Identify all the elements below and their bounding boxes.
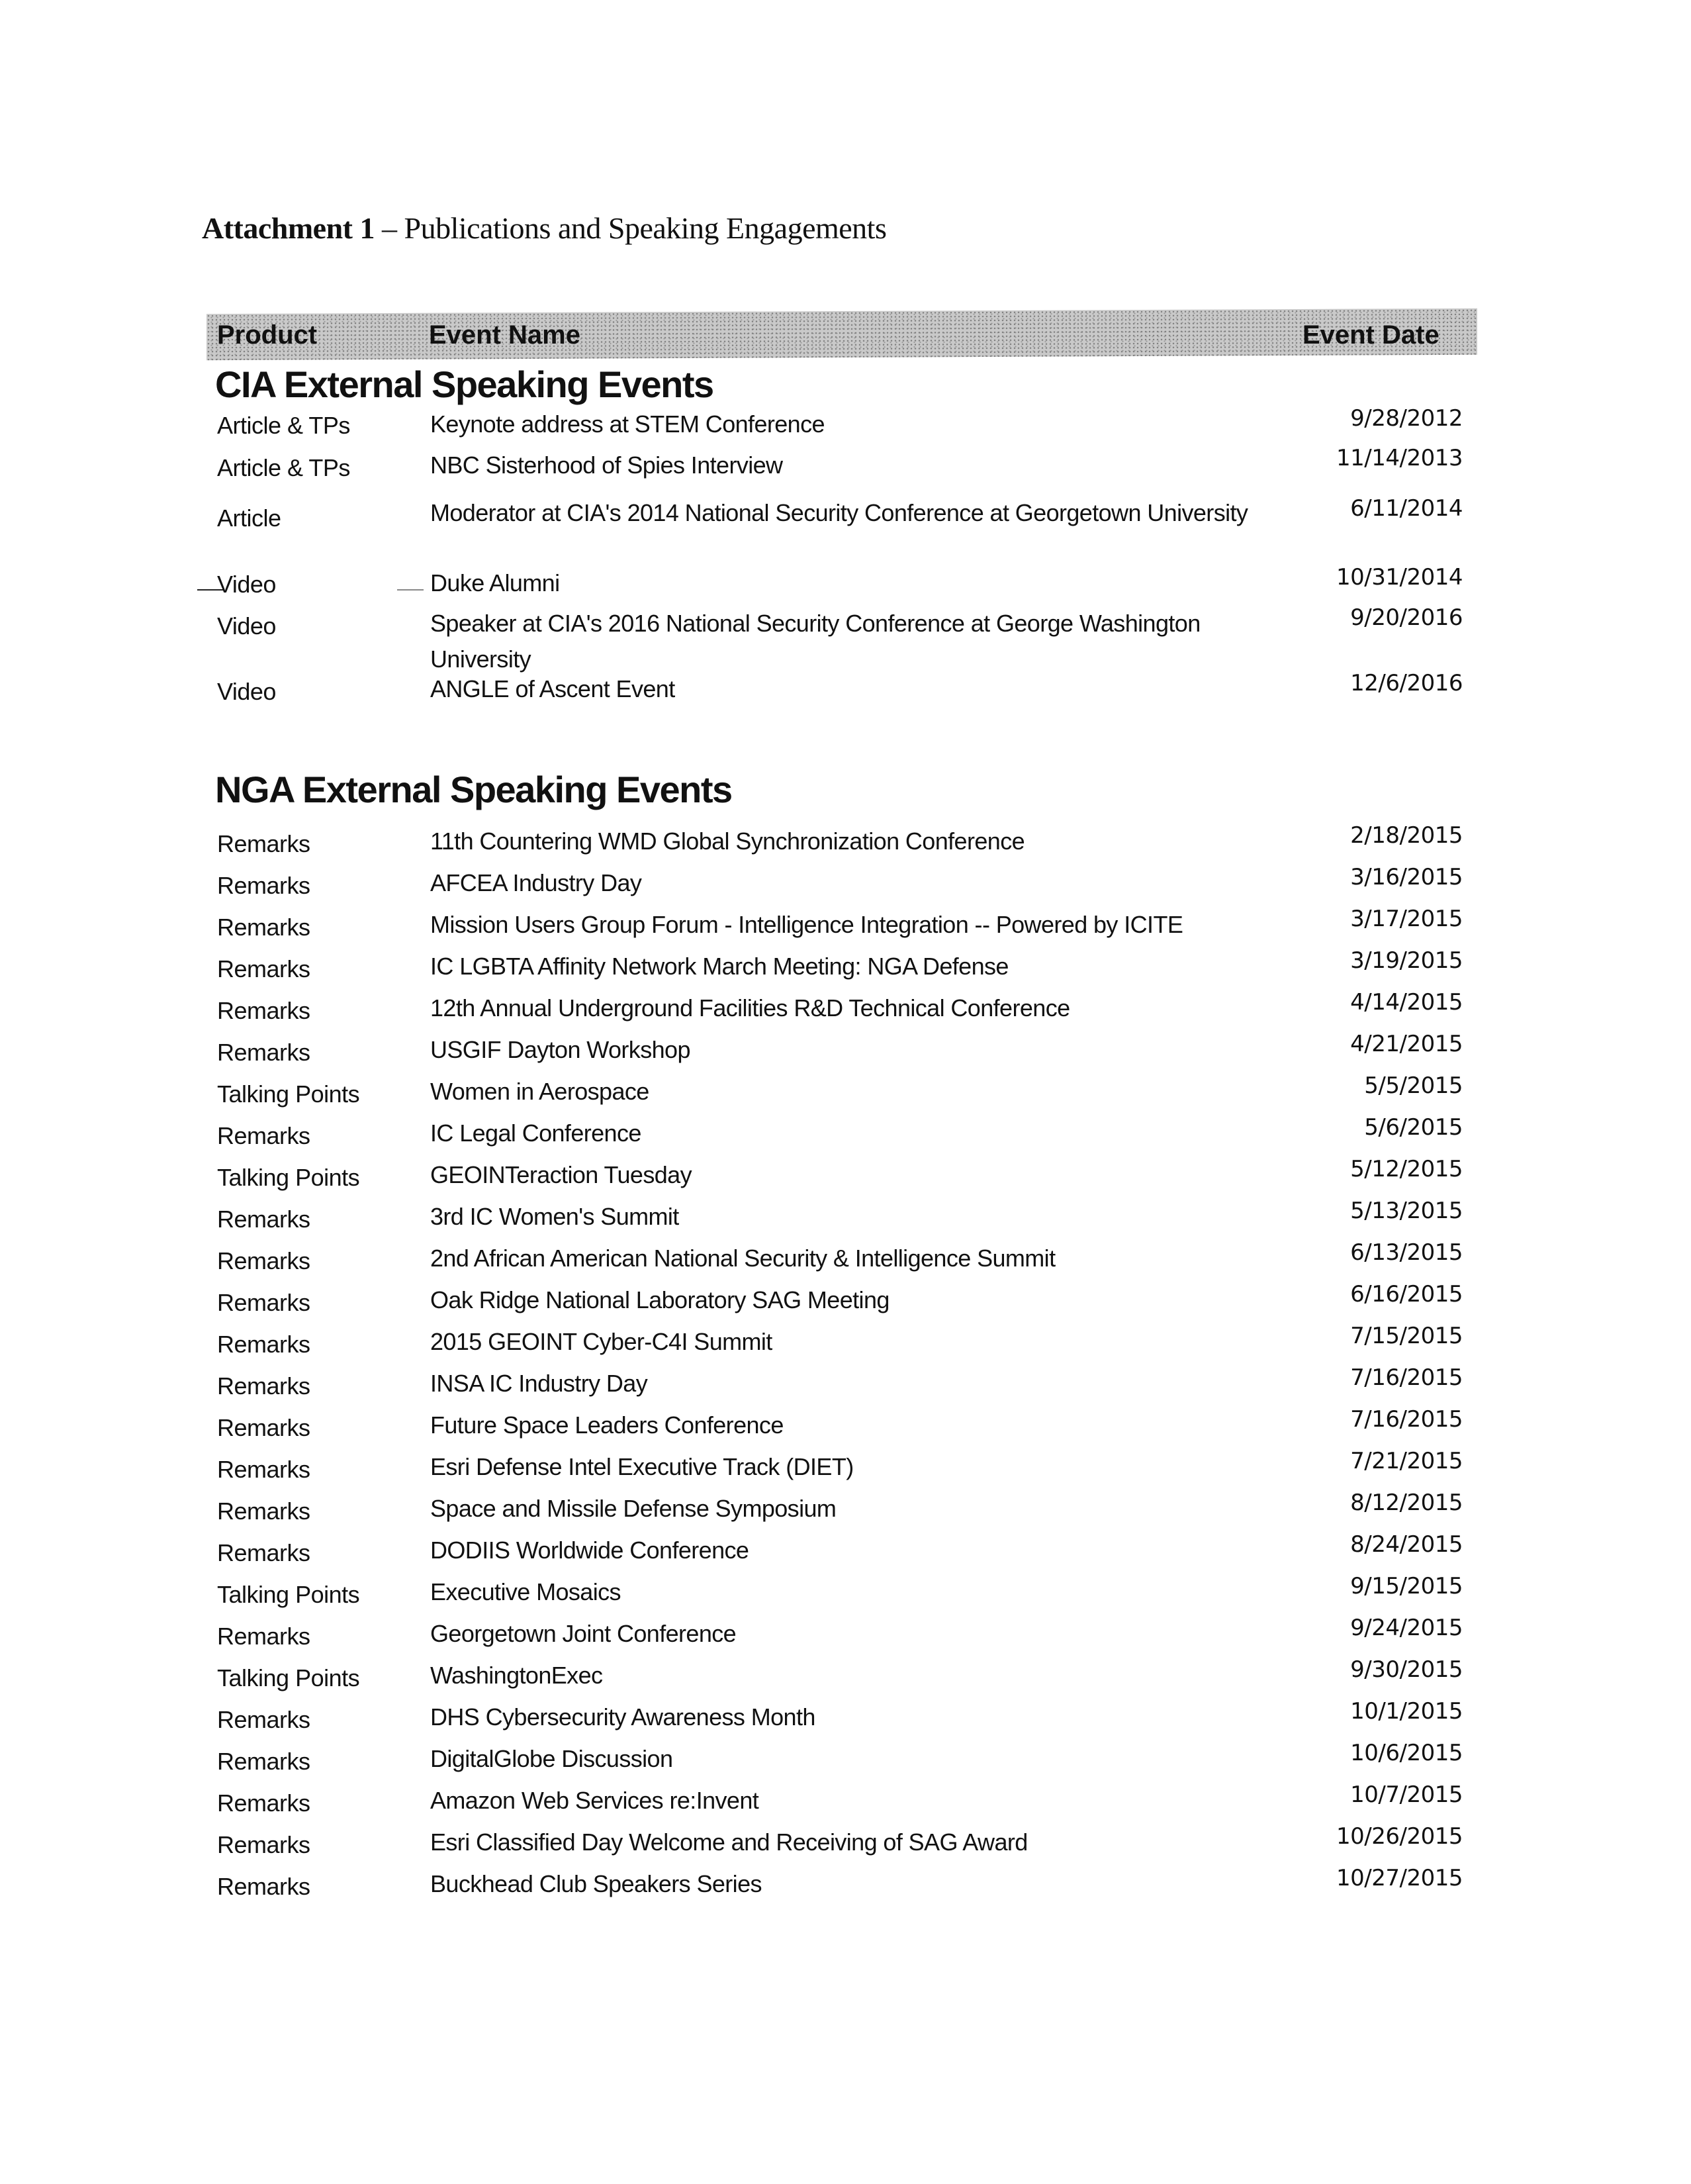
row-product: Remarks: [217, 1414, 310, 1441]
row-product: Video: [217, 678, 276, 705]
row-product: Remarks: [217, 914, 310, 941]
row-event-name: Esri Classified Day Welcome and Receiving of SAG Award: [430, 1828, 1028, 1856]
row-product: Article & TPs: [217, 412, 350, 439]
row-product: Remarks: [217, 1372, 310, 1400]
row-product: Remarks: [217, 1873, 310, 1900]
row-product: Talking Points: [217, 1664, 360, 1691]
row-product: Remarks: [217, 955, 310, 982]
table-header-bar: [206, 309, 1477, 360]
row-event-date: 3/16/2015: [1350, 864, 1463, 890]
row-event-name: ANGLE of Ascent Event: [430, 675, 675, 702]
row-event-name: 11th Countering WMD Global Synchronization Conference: [430, 828, 1025, 855]
row-product: Remarks: [217, 1497, 310, 1525]
row-event-date: 10/6/2015: [1350, 1740, 1463, 1766]
row-event-name: Georgetown Joint Conference: [430, 1620, 737, 1647]
page-title-text: – Publications and Speaking Engagements: [375, 211, 887, 245]
row-product: Remarks: [217, 1706, 310, 1733]
row-event-name: Speaker at CIA's 2016 National Security Conference at George Washington University: [430, 610, 1201, 673]
stray-pen-mark: [397, 589, 424, 591]
row-event-name: Women in Aerospace: [430, 1078, 649, 1105]
column-header-event-name: Event Name: [429, 320, 580, 350]
row-event-name: NBC Sisterhood of Spies Interview: [430, 451, 783, 479]
row-event-date: 10/26/2015: [1336, 1823, 1463, 1850]
row-product: Remarks: [217, 1623, 310, 1650]
row-event-name: Space and Missile Defense Symposium: [430, 1495, 837, 1522]
row-event-name: WashingtonExec: [430, 1662, 603, 1689]
row-product: Remarks: [217, 1539, 310, 1566]
row-event-date: 9/20/2016: [1350, 604, 1463, 631]
row-product: Article & TPs: [217, 454, 350, 481]
row-event-name: Executive Mosaics: [430, 1578, 621, 1605]
row-event-date: 5/6/2015: [1364, 1114, 1463, 1141]
row-event-name: DigitalGlobe Discussion: [430, 1745, 673, 1772]
row-event-name: Esri Defense Intel Executive Track (DIET): [430, 1453, 854, 1480]
row-event-date: 10/31/2014: [1336, 564, 1463, 591]
page-title-label: Attachment 1: [202, 211, 375, 245]
row-event-name: 3rd IC Women's Summit: [430, 1203, 679, 1230]
row-event-date: 5/13/2015: [1350, 1198, 1463, 1224]
row-event-name: 2015 GEOINT Cyber-C4I Summit: [430, 1328, 772, 1355]
row-event-date: 11/14/2013: [1336, 445, 1463, 471]
row-event-name: Buckhead Club Speakers Series: [430, 1870, 762, 1897]
row-event-date: 6/16/2015: [1350, 1281, 1463, 1307]
row-event-date: 4/14/2015: [1350, 989, 1463, 1016]
row-event-date: 8/12/2015: [1350, 1490, 1463, 1516]
row-event-date: 10/1/2015: [1350, 1698, 1463, 1725]
row-product: Article: [217, 504, 281, 532]
row-event-date: 3/19/2015: [1350, 947, 1463, 974]
row-product: Remarks: [217, 997, 310, 1024]
row-product: Remarks: [217, 1748, 310, 1775]
row-event-date: 5/5/2015: [1364, 1072, 1463, 1099]
row-event-date: 5/12/2015: [1350, 1156, 1463, 1182]
row-event-date: 7/15/2015: [1350, 1323, 1463, 1349]
row-event-name: Mission Users Group Forum - Intelligence Integration -- Powered by ICITE: [430, 911, 1183, 938]
row-event-name: Duke Alumni: [430, 569, 560, 596]
row-product: Remarks: [217, 1122, 310, 1149]
row-event-name: Moderator at CIA's 2014 National Security Conference at Georgetown University: [430, 499, 1248, 526]
row-event-name: IC Legal Conference: [430, 1119, 641, 1147]
row-product: Remarks: [217, 872, 310, 899]
row-event-date: 7/21/2015: [1350, 1448, 1463, 1474]
row-product: Remarks: [217, 1789, 310, 1817]
row-event-name: 2nd African American National Security & Intelligence Summit: [430, 1245, 1056, 1272]
section-title-nga: NGA External Speaking Events: [215, 769, 732, 810]
row-event-date: 9/15/2015: [1350, 1573, 1463, 1599]
row-product: Remarks: [217, 1039, 310, 1066]
row-event-name: Amazon Web Services re:Invent: [430, 1787, 759, 1814]
row-event-name: USGIF Dayton Workshop: [430, 1036, 690, 1063]
row-event-date: 10/7/2015: [1350, 1781, 1463, 1808]
row-event-date: 6/13/2015: [1350, 1239, 1463, 1266]
row-event-date: 9/28/2012: [1350, 405, 1463, 432]
row-event-date: 8/24/2015: [1350, 1531, 1463, 1558]
row-event-date: 3/17/2015: [1350, 906, 1463, 932]
row-product: Video: [217, 612, 276, 640]
row-product: Talking Points: [217, 1080, 360, 1108]
row-event-date: 10/27/2015: [1336, 1865, 1463, 1891]
row-event-date: 4/21/2015: [1350, 1031, 1463, 1057]
column-header-event-date: Event Date: [1303, 320, 1440, 350]
row-event-name: DODIIS Worldwide Conference: [430, 1537, 749, 1564]
row-event-name: INSA IC Industry Day: [430, 1370, 648, 1397]
row-product: Video: [217, 571, 276, 598]
row-event-name: Keynote address at STEM Conference: [430, 410, 825, 438]
section-title-cia: CIA External Speaking Events: [215, 363, 713, 405]
row-product: Remarks: [217, 1289, 310, 1316]
row-event-name: 12th Annual Underground Facilities R&D Technical Conference: [430, 994, 1070, 1021]
row-product: Remarks: [217, 830, 310, 857]
row-product: Remarks: [217, 1206, 310, 1233]
row-event-date: 7/16/2015: [1350, 1406, 1463, 1433]
row-event-name: Future Space Leaders Conference: [430, 1411, 784, 1439]
row-event-date: 9/24/2015: [1350, 1615, 1463, 1641]
row-event-name: Oak Ridge National Laboratory SAG Meeting: [430, 1286, 890, 1313]
row-product: Talking Points: [217, 1581, 360, 1608]
row-event-date: 7/16/2015: [1350, 1364, 1463, 1391]
row-event-name: IC LGBTA Affinity Network March Meeting: NGA Defense: [430, 953, 1009, 980]
row-product: Remarks: [217, 1831, 310, 1858]
row-product: Talking Points: [217, 1164, 360, 1191]
row-event-date: 6/11/2014: [1350, 495, 1463, 522]
column-header-product: Product: [217, 320, 318, 350]
row-event-name: AFCEA Industry Day: [430, 869, 642, 896]
row-product: Remarks: [217, 1247, 310, 1274]
row-event-name: GEOINTeraction Tuesday: [430, 1161, 692, 1188]
row-product: Remarks: [217, 1331, 310, 1358]
page-title: [202, 211, 886, 246]
row-event-date: 2/18/2015: [1350, 822, 1463, 849]
row-event-date: 12/6/2016: [1350, 670, 1463, 696]
row-product: Remarks: [217, 1456, 310, 1483]
row-event-date: 9/30/2015: [1350, 1656, 1463, 1683]
row-event-name: DHS Cybersecurity Awareness Month: [430, 1703, 815, 1731]
